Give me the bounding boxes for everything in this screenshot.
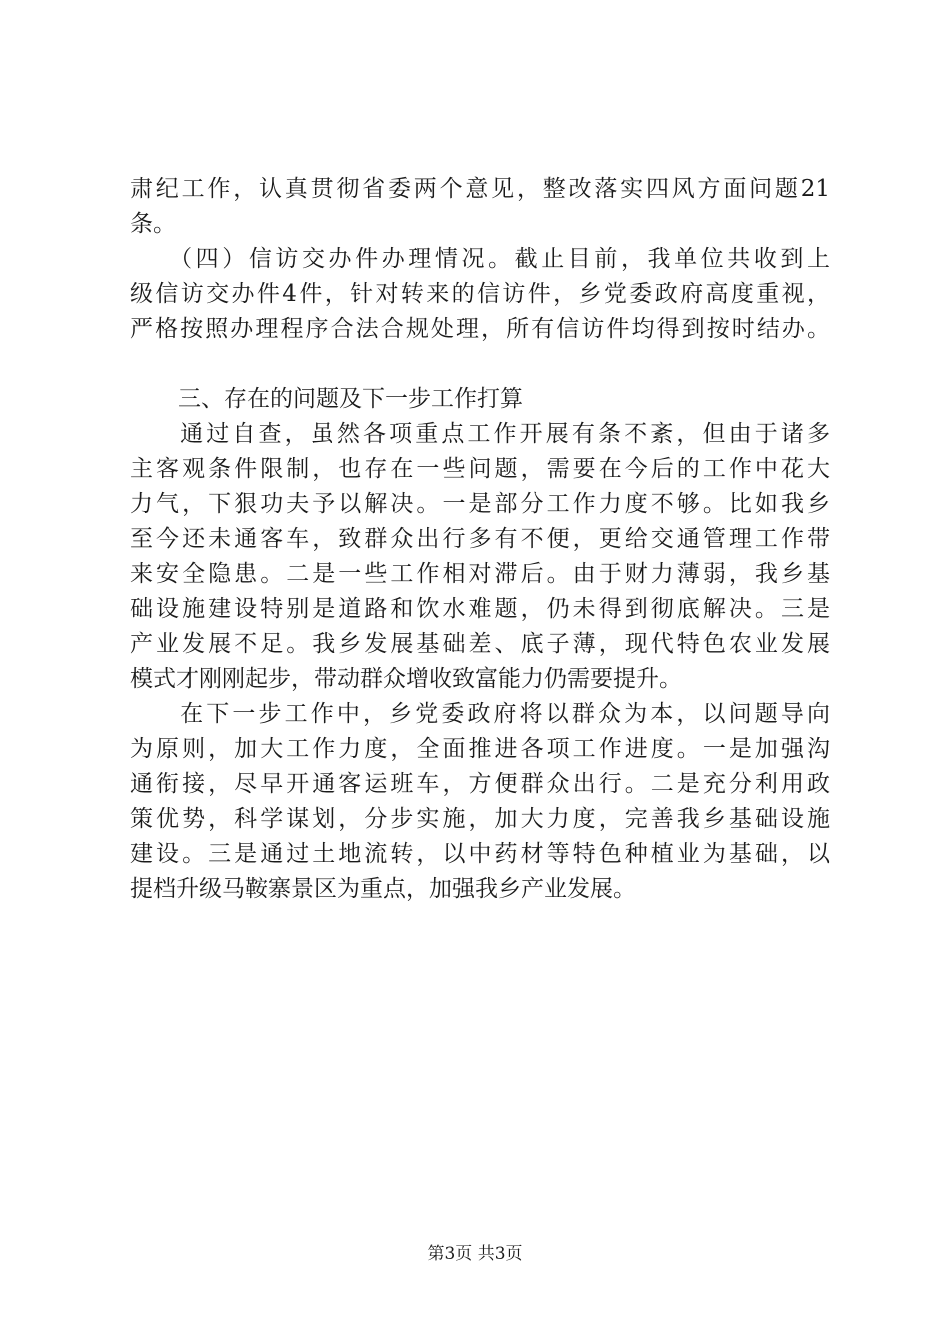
text-line: 严格按照办理程序合法合规处理，所有信访件均得到按时结办。 [130,316,830,342]
text-line: 础设施建设特别是道路和饮水难题，仍未得到彻底解决。三是 [130,596,830,622]
text-line: 来安全隐患。二是一些工作相对滞后。由于财力薄弱，我乡基 [130,561,830,587]
text-line: 力气，下狠功夫予以解决。一是部分工作力度不够。比如我乡 [130,491,830,517]
text-line: 通衔接，尽早开通客运班车，方便群众出行。二是充分利用政 [130,771,830,797]
text-line: 肃纪工作，认真贯彻省委两个意见，整改落实四风方面问题21 [130,176,830,202]
text-line: 建设。三是通过土地流转，以中药材等特色种植业为基础，以 [130,841,830,867]
text-line: （四）信访交办件办理情况。截止目前，我单位共收到上 [154,246,830,272]
text-line: 通过自查，虽然各项重点工作开展有条不紊，但由于诸多 [154,421,830,447]
text-line: 至今还未通客车，致群众出行多有不便，更给交通管理工作带 [130,526,830,552]
section-heading: 三、存在的问题及下一步工作打算 [178,386,523,412]
text-line: 策优势，科学谋划，分步实施，加大力度，完善我乡基础设施 [130,806,830,832]
text-line: 级信访交办件4件，针对转来的信访件，乡党委政府高度重视， [130,281,830,307]
text-line: 模式才刚刚起步，带动群众增收致富能力仍需要提升。 [130,666,682,692]
text-line: 在下一步工作中，乡党委政府将以群众为本，以问题导向 [154,701,830,727]
text-line: 提档升级马鞍寨景区为重点，加强我乡产业发展。 [130,876,636,902]
paragraph-gap [130,347,830,382]
text-line: 产业发展不足。我乡发展基础差、底子薄，现代特色农业发展 [130,631,830,657]
text-line: 为原则，加大工作力度，全面推进各项工作进度。一是加强沟 [130,736,830,762]
document-body [130,172,830,907]
page-number-footer: 第3页 共3页 [427,1244,523,1264]
text-line: 条。 [130,211,176,237]
text-line: 主客观条件限制，也存在一些问题，需要在今后的工作中花大 [130,456,830,482]
